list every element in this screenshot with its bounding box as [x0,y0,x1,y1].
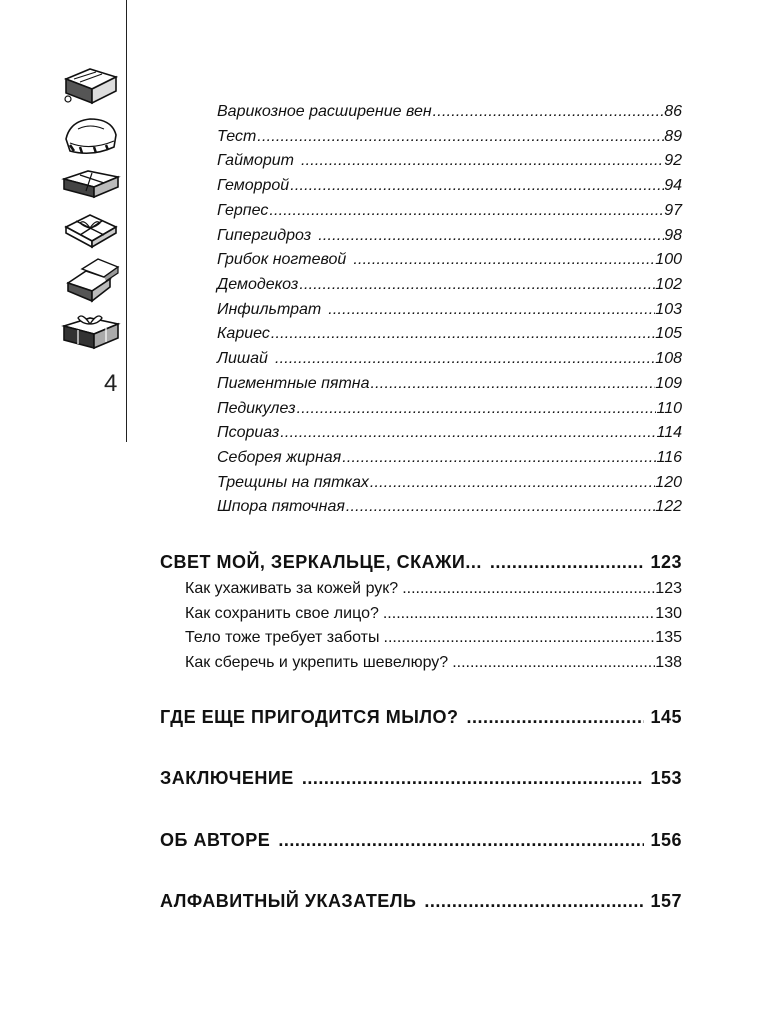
toc-chapter-soap: ГДЕ ЕЩЕ ПРИГОДИТСЯ МЫЛО? ..... 145 [160,704,682,730]
soap-bar-icon [60,113,122,159]
toc-entry: Педикулез ..... 110 [217,397,682,421]
toc-entry: Гипергидроз ..... 98 [217,224,682,248]
toc-entry: Инфильтрат ..... 103 [217,298,682,322]
toc-entry: Как сохранить свое лицо? ..... 130 [185,602,682,626]
toc-chapter-index: АЛФАВИТНЫЙ УКАЗАТЕЛЬ ..... 157 [160,888,682,914]
toc-entry: Герпес ..... 97 [217,199,682,223]
tied-soap-icon [60,207,122,251]
soap-gift-icon [60,310,122,350]
toc-entry: Псориаз ..... 114 [217,421,682,445]
toc-entry: Лишай ..... 108 [217,347,682,371]
toc-entry: Тест ..... 89 [217,125,682,149]
wrapped-soap-icon [60,167,122,199]
toc-chapter-author: ОБ АВТОРЕ ..... 156 [160,827,682,853]
soap-box-icon [60,61,122,105]
toc-entry: Варикозное расширение вен ..... 86 [217,100,682,124]
page-number: 4 [104,370,118,397]
toc-entry: Как ухаживать за кожей рук? ..... 123 [185,577,682,601]
toc-entry: Грибок ногтевой ..... 100 [217,248,682,272]
toc-chapter-mirror: СВЕТ МОЙ, ЗЕРКАЛЬЦЕ, СКАЖИ... ..... 123 [160,549,682,575]
toc-entry: Трещины на пятках ..... 120 [217,471,682,495]
toc-chapter-conclusion: ЗАКЛЮЧЕНИЕ ..... 153 [160,765,682,791]
toc-entry: Гайморит ..... 92 [217,149,682,173]
toc-entry: Себорея жирная ..... 116 [217,446,682,470]
toc-entry: Пигментные пятна ..... 109 [217,372,682,396]
toc-entry: Геморрой ..... 94 [217,174,682,198]
toc-entry: Демодекоз ..... 102 [217,273,682,297]
toc-entry: Кариес ..... 105 [217,322,682,346]
toc-entry: Тело тоже требует заботы ..... 135 [185,626,682,650]
toc-entry: Как сберечь и укрепить шевелюру? ..... 138 [185,651,682,675]
margin-rule [126,0,127,442]
stacked-soap-icon [60,257,122,303]
toc-entry: Шпора пяточная ..... 122 [217,495,682,519]
